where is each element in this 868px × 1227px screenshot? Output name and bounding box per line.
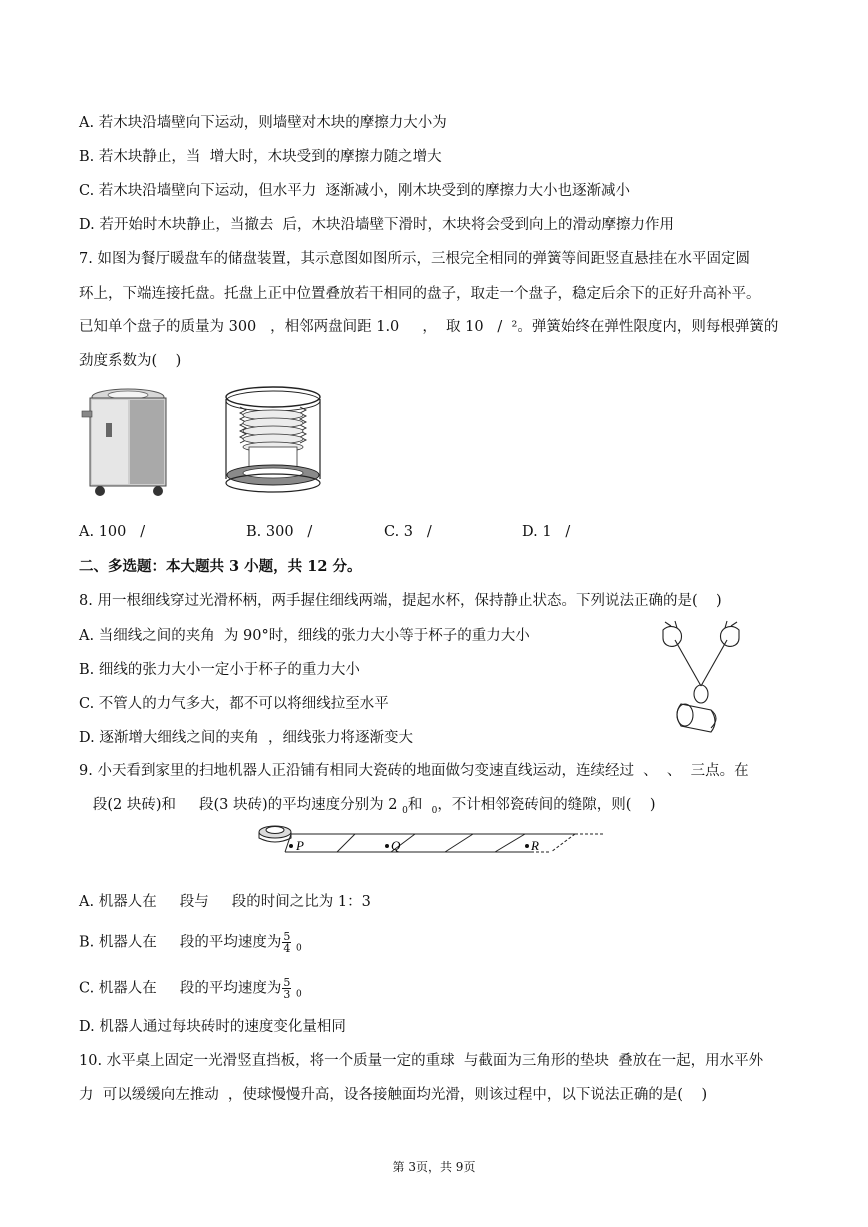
q9-sub-zero-1: 0 xyxy=(402,806,408,816)
spring-plate-diagram xyxy=(222,383,324,503)
q10-stem-line1: 10. 水平桌上固定一光滑竖直挡板，将一个质量一定的重球 与截面为三角形的垫块 叠放在一起，用水平外 xyxy=(79,1053,764,1069)
q8-stem: 8. 用一根细线穿过光滑杯柄，两手握住细线两端，提起水杯，保持静止状态。下列说法正确的是( ) xyxy=(79,593,722,609)
q9-option-b-text: B. 机器人在 段的平均速度为 xyxy=(79,934,282,951)
section-heading-multiple-choice: 二、多选题：本大题共 3 小题，共 12 分。 xyxy=(79,558,362,575)
q9-stem-line2 xyxy=(79,796,656,820)
point-q-dot xyxy=(385,844,389,848)
q6-option-c: C. 若木块沿墙壁向下运动，但水平力 逐渐减小，刚木块受到的摩擦力大小也逐渐减小 xyxy=(79,183,631,199)
q7-stem-line2: 环上，下端连接托盘。托盘上正中位置叠放若干相同的盘子，取走一个盘子，稳定后余下的正好升高补平。 xyxy=(79,286,761,302)
plate-warmer-cart-image xyxy=(80,383,175,499)
q9-stem-line2-mid: 和 xyxy=(407,797,432,813)
q7-option-d: D. 1 / xyxy=(522,524,571,540)
q7-option-b: B. 300 / xyxy=(246,524,313,540)
q8-option-a: A. 当细线之间的夹角 为 90°时，细线的张力大小等于杯子的重力大小 xyxy=(79,628,530,644)
q9-option-b-denominator: 4 xyxy=(283,942,291,955)
point-r-label: R xyxy=(531,838,539,853)
q8-option-c: C. 不管人的力气多大，都不可以将细线拉至水平 xyxy=(79,696,389,712)
q7-stem-line1: 7. 如图为餐厅暖盘车的储盘装置，其示意图如图所示，三根完全相同的弹簧等间距竖直悬挂在水平固定圆 xyxy=(79,251,750,267)
q9-option-c-sub-zero: 0 xyxy=(295,989,302,1000)
point-p-label: P xyxy=(296,838,304,853)
q7-stem-line3: 已知单个盘子的质量为 300 ，相邻两盘间距 1.0 ， 取 10 / ²。弹簧始终在弹性限度内，则每根弹簧的 xyxy=(79,319,779,335)
q6-option-b: B. 若木块静止，当 增大时，木块受到的摩擦力随之增大 xyxy=(79,149,442,165)
q9-sub-zero-2: 0 xyxy=(431,806,438,816)
q9-option-c-fraction xyxy=(282,977,291,1000)
q10-stem-line2: 力 可以缓缓向左推动 ，使球慢慢升高，设各接触面均光滑，则该过程中，以下说法正确的是( ) xyxy=(79,1087,708,1103)
q8-option-d: D. 逐渐增大细线之间的夹角 ，细线张力将逐渐变大 xyxy=(79,730,414,746)
q9-option-b-numerator: 5 xyxy=(283,930,291,943)
q9-option-b-fraction xyxy=(282,931,291,954)
robot-tiles-figure xyxy=(255,820,605,858)
point-q-label: Q xyxy=(391,838,401,853)
q6-option-d: D. 若开始时木块静止，当撤去 后，木块沿墙壁下滑时，木块将会受到向上的滑动摩擦力作用 xyxy=(79,217,675,233)
q8-option-b: B. 细线的张力大小一定小于杯子的重力大小 xyxy=(79,662,360,678)
q9-option-b-sub-zero: 0 xyxy=(296,943,302,954)
q9-option-c-text: C. 机器人在 段的平均速度为 xyxy=(79,980,282,997)
q9-option-d: D. 机器人通过每块砖时的速度变化量相同 xyxy=(79,1019,346,1035)
q9-option-c-numerator: 5 xyxy=(283,976,291,989)
q7-stem-line4: 劲度系数为( ) xyxy=(79,353,182,369)
q9-stem-line1: 9. 小天看到家里的扫地机器人正沿铺有相同大瓷砖的地面做匀变速直线运动，连续经过 、 、 三点。在 xyxy=(79,763,749,779)
q7-option-a: A. 100 / xyxy=(79,524,146,540)
q9-option-c-denominator: 3 xyxy=(283,988,291,1001)
q9-option-b xyxy=(79,931,302,958)
hands-cup-string-figure xyxy=(655,620,747,738)
point-r-dot xyxy=(525,844,529,848)
q9-option-c xyxy=(79,977,302,1004)
q9-option-a: A. 机器人在 段与 段的时间之比为 1：3 xyxy=(79,894,371,910)
point-p-dot xyxy=(289,844,293,848)
q9-stem-line2-post: ，不计相邻瓷砖间的缝隙，则( ) xyxy=(437,797,656,813)
q9-stem-line2-pre: 段(2 块砖)和 段(3 块砖)的平均速度分别为 2 xyxy=(79,797,403,813)
q6-option-a: A. 若木块沿墙壁向下运动，则墙壁对木块的摩擦力大小为 xyxy=(79,115,447,131)
page-footer: 第 3页，共 9页 xyxy=(392,1160,476,1174)
q7-option-c: C. 3 / xyxy=(384,524,432,540)
